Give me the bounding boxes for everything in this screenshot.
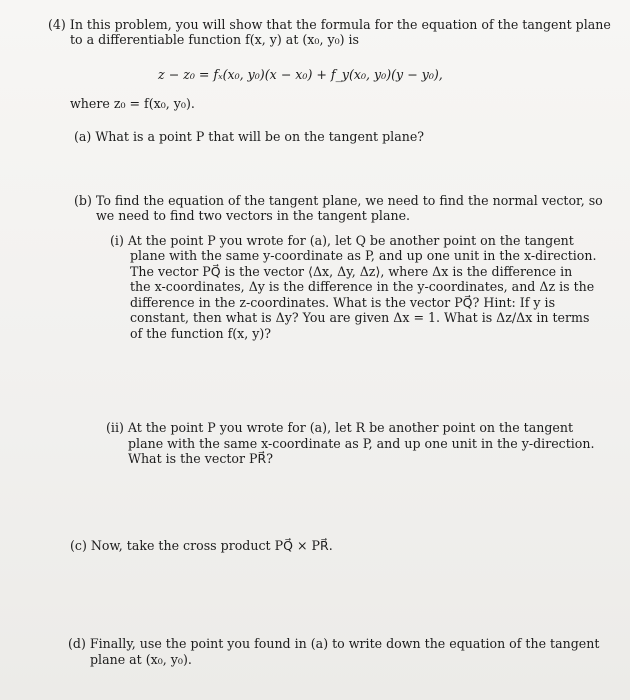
where-clause: where z₀ = f(x₀, y₀). <box>70 96 195 111</box>
part-b-i-line: (i) At the point P you wrote for (a), let Q be another point on the tangent <box>110 233 574 248</box>
part-d-line1: (d) Finally, use the point you found in (a) to write down the equation of the tangent <box>68 636 600 651</box>
part-b-ii-line: (ii) At the point P you wrote for (a), let R be another point on the tangent <box>106 420 574 435</box>
part-b-line1: (b) To find the equation of the tangent plane, we need to find the normal vector, so <box>74 193 603 208</box>
part-b-i-line: constant, then what is Δy? You are given Δx = 1. What is Δz/Δx in terms <box>130 310 590 325</box>
part-b-ii-line: What is the vector PR⃗? <box>128 451 274 466</box>
part-c-answer-space[interactable] <box>70 560 550 620</box>
part-b-line2: we need to find two vectors in the tangent plane. <box>96 208 411 223</box>
part-b-i-line: of the function f(x, y)? <box>130 326 272 341</box>
part-b-i-line: the x-coordinates, Δy is the difference in the y-coordinates, and Δz is the <box>130 279 595 294</box>
part-b-ii-line: plane with the same x-coordinate as P, and up one unit in the y-direction. <box>128 436 595 451</box>
part-b-i-line: The vector PQ⃗ is the vector ⟨Δx, Δy, Δz⟩, where Δx is the difference in <box>130 264 573 279</box>
part-b-i-line: difference in the z-coordinates. What is the vector PQ⃗? Hint: If y is <box>130 295 556 310</box>
part-b-i-answer-space[interactable] <box>110 350 560 410</box>
part-a-answer-space[interactable] <box>74 148 554 182</box>
part-d-line2: plane at (x₀, y₀). <box>90 652 192 667</box>
part-b-i-line: plane with the same y-coordinate as P, and up one unit in the x-direction. <box>130 248 597 263</box>
problem-intro-line2: to a differentiable function f(x, y) at (x₀, y₀) is <box>70 32 360 47</box>
problem-intro-line1: (4) In this problem, you will show that the formula for the equation of the tangent plane <box>48 17 611 32</box>
part-c-question: (c) Now, take the cross product PQ⃗ × PR⃗. <box>70 538 333 553</box>
tangent-plane-equation: z − z₀ = fₓ(x₀, y₀)(x − x₀) + f_y(x₀, y₀)(y − y₀), <box>158 67 443 82</box>
part-b-ii-answer-space[interactable] <box>106 472 556 522</box>
part-a-question: (a) What is a point P that will be on the tangent plane? <box>74 129 425 144</box>
